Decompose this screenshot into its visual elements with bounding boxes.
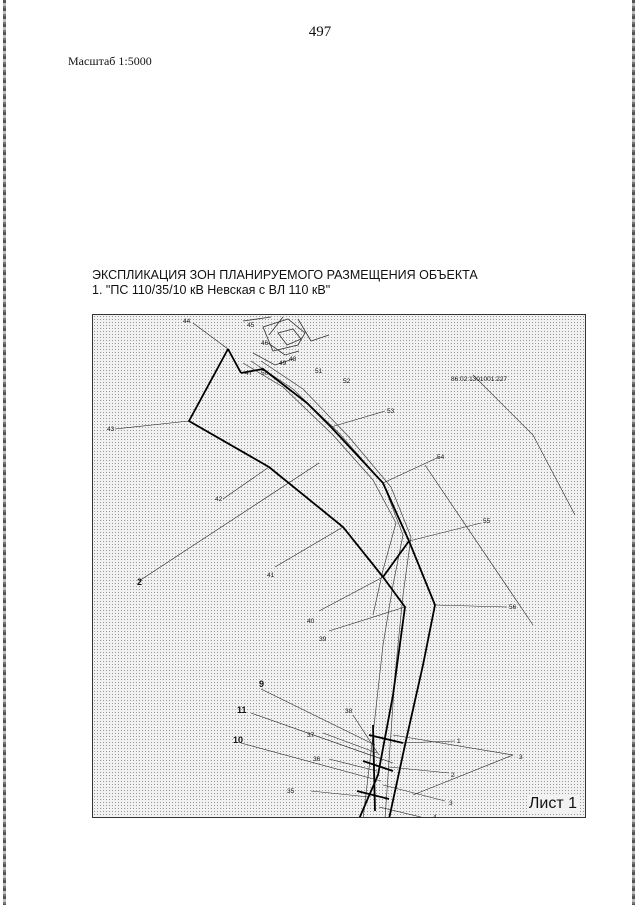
zone-label-11: 11 [237,705,247,715]
scan-edge-left [3,0,6,905]
zone-label-3-right: 3 [519,754,523,761]
settlement-parcels [243,317,329,365]
sheet-label: Лист 1 [528,795,577,812]
point-label-56: 56 [509,604,517,611]
point-label-42: 42 [215,496,223,503]
zone-labels [137,577,523,818]
map-title-line2: 1. "ПС 110/35/10 кВ Невская с ВЛ 110 кВ" [92,283,331,297]
map-canvas [93,315,586,818]
zone-label-1: 1 [457,738,461,745]
point-label-45: 45 [247,322,255,329]
point-label-37: 37 [307,732,315,739]
point-label-51: 51 [315,368,323,375]
map-title [92,268,478,298]
point-label-43: 43 [107,426,115,433]
point-label-44: 44 [183,318,191,325]
point-label-40: 40 [307,618,315,625]
point-label-38: 38 [345,708,353,715]
cadastral-number: 86:02:1301001:227 [451,376,508,383]
zone-label-2-right: 2 [451,772,455,779]
point-label-35: 35 [287,788,295,795]
zone-boundary [189,349,435,818]
point-label-55: 55 [483,518,491,525]
route-centerlines [243,361,411,818]
map-frame[interactable] [92,314,586,818]
point-label-54: 54 [437,454,445,461]
point-label-41: 41 [267,572,275,579]
point-labels [107,318,517,795]
zone-label-10: 10 [233,735,244,745]
zone-label-2-left: 2 [137,577,143,587]
zone-label-9: 9 [259,679,265,689]
point-label-36: 36 [313,756,321,763]
scan-edge-right [632,0,635,905]
page-number: 497 [308,24,332,40]
point-label-53: 53 [387,408,395,415]
point-label-39: 39 [319,636,327,643]
scale-label: Масштаб 1:5000 [68,54,152,68]
map-title-line1: ЭКСПЛИКАЦИЯ ЗОН ПЛАНИРУЕМОГО РАЗМЕЩЕНИЯ ОБЪЕКТА [92,268,478,282]
point-label-46: 46 [261,340,269,347]
leader-lines [115,323,575,818]
point-label-50: 50 [261,370,269,377]
point-label-48: 48 [289,356,297,363]
zone-label-4: 4 [433,814,437,819]
point-label-52: 52 [343,378,351,385]
point-label-49: 49 [279,360,287,367]
point-label-47: 47 [245,370,253,377]
zone-label-3-bottom: 3 [449,800,453,807]
